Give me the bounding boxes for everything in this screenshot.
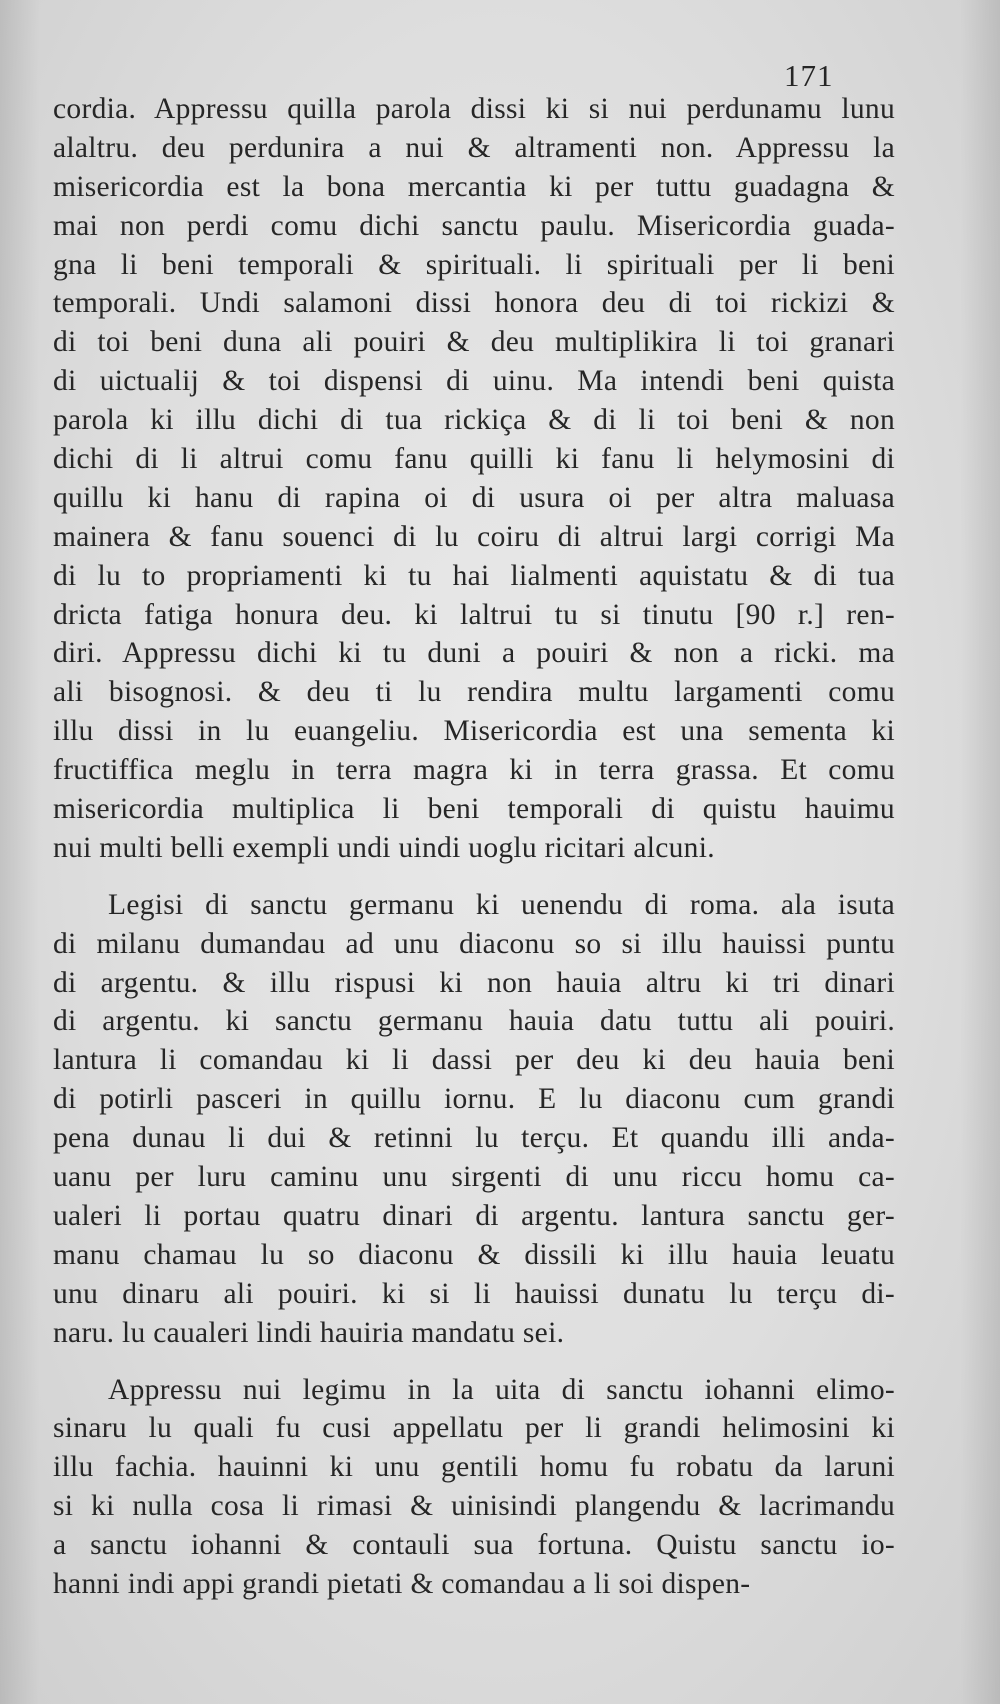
text-line: cordia. Appressu quilla parola dissi ki si nui perdunamu lunu [53,93,895,125]
text-line: di argentu. ki sanctu germanu hauia datu tuttu ali pouiri. [53,1005,895,1038]
text-line: illu fachia. hauinni ki unu gentili homu fu robatu da laruni [53,1451,895,1484]
paragraph [53,1371,895,1604]
text-line: manu chamau lu so diaconu & dissili ki illu hauia leuatu [53,1238,895,1271]
text-line: misericordia multiplica li beni temporali di quistu hauimu [53,793,895,826]
text-line: ali bisognosi. & deu ti lu rendira multu largamenti comu [53,676,895,709]
paragraph-gap [53,868,895,886]
text-line: dichi di li altrui comu fanu quilli ki fanu li helymosini di [53,443,895,476]
text-line: misericordia est la bona mercantia ki per tuttu guadagna & [53,170,895,203]
text-line: naru. lu caualeri lindi hauiria mandatu sei. [53,1316,565,1349]
text-line: fructiffica meglu in terra magra ki in terra grassa. Et comu [53,754,895,787]
text-line: di milanu dumandau ad unu diaconu so si illu hauissi puntu [53,927,895,960]
text-line: uanu per luru caminu unu sirgenti di unu riccu homu ca- [53,1161,895,1194]
page-edge-shadow-right [960,0,1000,1704]
text-line: di toi beni duna ali pouiri & deu multiplikira li toi granari [53,326,895,359]
page-edge-shadow-left [0,0,40,1704]
text-line: alaltru. deu perdunira a nui & altramenti non. Appressu la [53,131,895,164]
text-line: gna li beni temporali & spirituali. li spirituali per li beni [53,248,895,281]
paragraph [53,886,895,1353]
text-line: parola ki illu dichi di tua rickiça & di li toi beni & non [53,404,895,437]
text-line: unu dinaru ali pouiri. ki si li hauissi dunatu lu terçu di- [53,1277,895,1310]
page-number: 171 [784,58,834,93]
paragraph [53,90,895,868]
text-line: temporali. Undi salamoni dissi honora deu di toi rickizi & [53,287,895,320]
text-line: lantura li comandau ki li dassi per deu ki deu hauia beni [53,1044,895,1077]
text-line: Legisi di sanctu germanu ki uenendu di roma. ala isuta [108,888,895,921]
text-line: di potirli pasceri in quillu iornu. E lu diaconu cum grandi [53,1083,895,1116]
text-line: hanni indi appi grandi pietati & comandau a li soi dispen- [53,1567,751,1600]
text-line: ualeri li portau quatru dinari di argentu. lantura sanctu ger- [53,1199,895,1232]
text-line: di uictualij & toi dispensi di uinu. Ma intendi beni quista [53,365,895,398]
text-line: Appressu nui legimu in la uita di sanctu iohanni elimo- [108,1373,895,1406]
text-line: a sanctu iohanni & contauli sua fortuna. Quistu sanctu io- [53,1529,895,1562]
text-line: di argentu. & illu rispusi ki non hauia altru ki tri dinari [53,966,895,999]
text-line: di lu to propriamenti ki tu hai lialmenti aquistatu & di tua [53,559,895,592]
text-line: dricta fatiga honura deu. ki laltrui tu si tinutu [90 r.] ren- [53,598,895,631]
text-line: nui multi belli exempli undi uindi uoglu ricitari alcuni. [53,831,715,864]
text-line: mainera & fanu souenci di lu coiru di altrui largi corrigi Ma [53,520,895,553]
text-line: pena dunau li dui & retinni lu terçu. Et quandu illi anda- [53,1122,895,1155]
text-line: sinaru lu quali fu cusi appellatu per li grandi helimosini ki [53,1412,895,1445]
paragraph-gap [53,1353,895,1371]
text-line: diri. Appressu dichi ki tu duni a pouiri & non a ricki. ma [53,637,895,670]
body-text [53,90,895,1604]
text-line: si ki nulla cosa li rimasi & uinisindi plangendu & lacrimandu [53,1490,895,1523]
text-line: mai non perdi comu dichi sanctu paulu. Misericordia guada- [53,209,895,242]
text-line: quillu ki hanu di rapina oi di usura oi per altra maluasa [53,481,895,514]
text-line: illu dissi in lu euangeliu. Misericordia est una sementa ki [53,715,895,748]
